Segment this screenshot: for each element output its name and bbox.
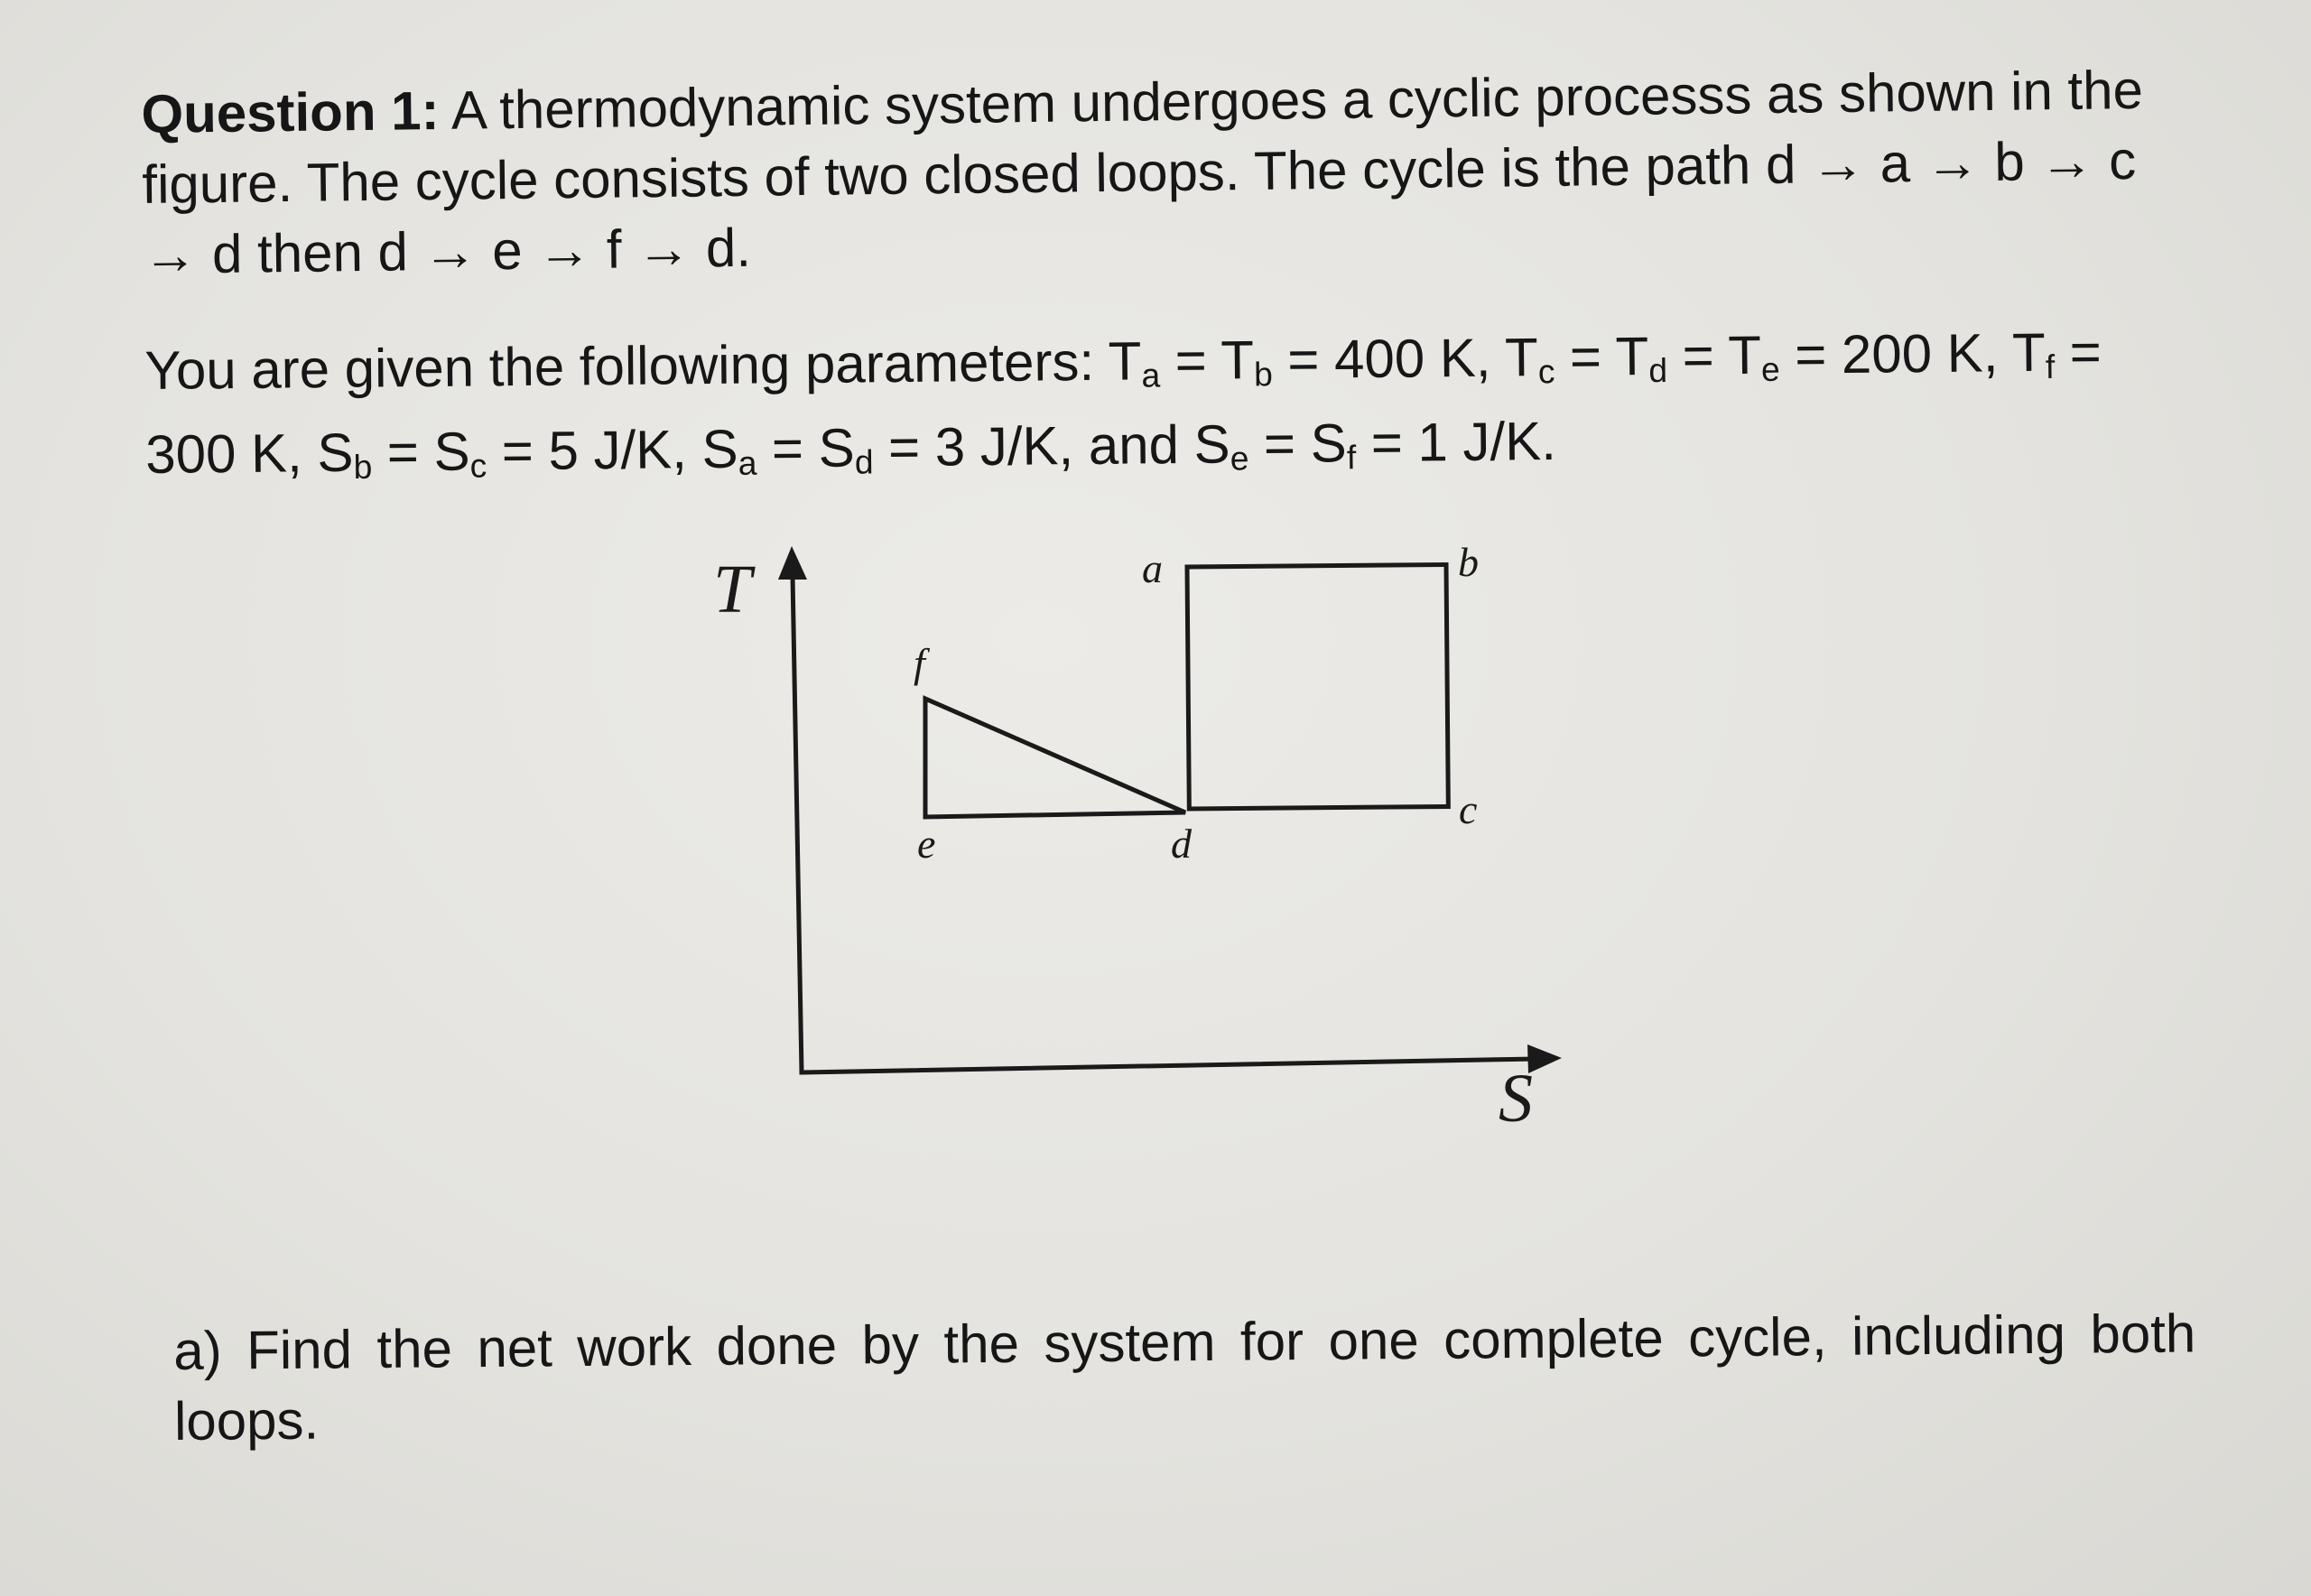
point-label-e: e <box>917 821 936 867</box>
point-label-d: d <box>1171 821 1192 867</box>
question-line-3: → d then d → e → f → d. <box>142 217 752 285</box>
point-label-b: b <box>1458 539 1479 585</box>
part-a-question <box>173 1298 2196 1457</box>
part-a-line-1: a) Find the net work done by the system for one complete cycle, including both <box>173 1303 2196 1381</box>
parameters-line-1: You are given the following parameters: $T_a = T_b = 400$ K, $T_c = T_d = T_e = 200$ K, $T_f$ = <box>144 321 2102 401</box>
s-axis-line <box>802 1059 1535 1072</box>
point-label-a: a <box>1142 545 1163 591</box>
part-a-line-2: loops. <box>173 1389 320 1452</box>
t-axis-line <box>793 576 802 1072</box>
s-axis-label: S <box>1499 1061 1533 1137</box>
question-line-2: figure. The cycle consists of two closed loops. The cycle is the path d → a → b → c <box>142 130 2137 215</box>
t-axis-label: T <box>713 552 752 627</box>
point-label-c: c <box>1459 786 1478 832</box>
point-label-f: f <box>914 640 925 686</box>
t-axis-arrowhead <box>778 546 807 580</box>
question-title: Question 1: <box>141 79 440 144</box>
loop-def-triangle <box>925 699 1185 817</box>
loop-abcd-rectangle <box>1187 564 1448 808</box>
parameters-line-2: 300 K, $S_b = S_c = 5$ J/K, $S_a = S_d = 3$ J/K, and $S_e = S_f = 1$ J/K. <box>144 411 1557 487</box>
question-line-1: Question 1: A thermodynamic system undergoes a cyclic processs as shown in the <box>141 59 2144 144</box>
